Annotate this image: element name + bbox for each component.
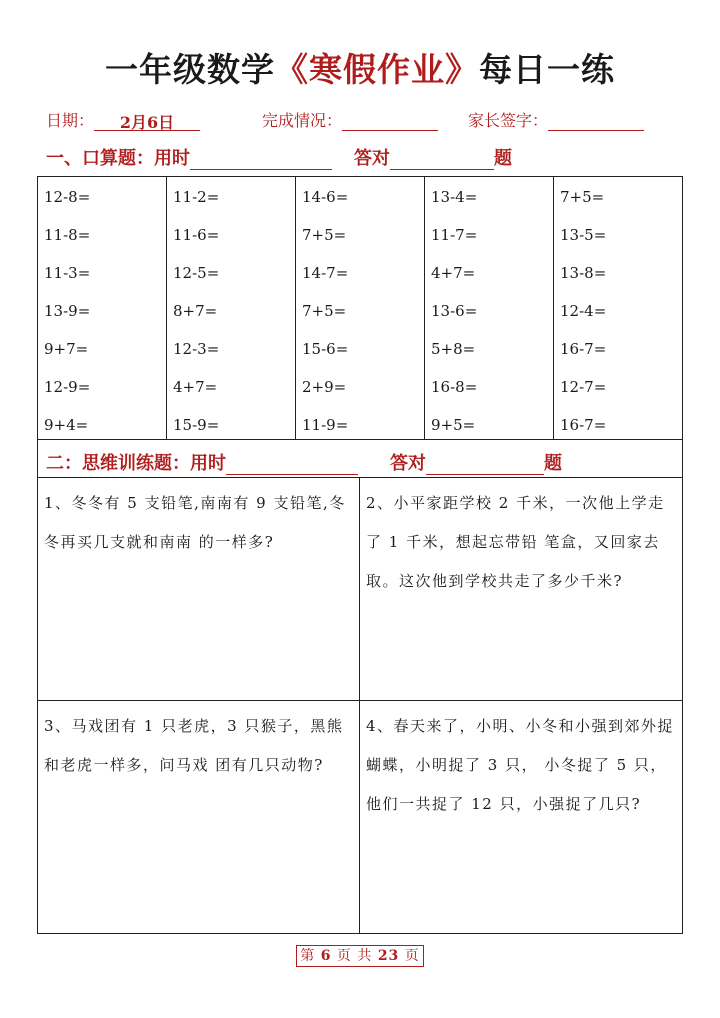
page-suffix: 页 bbox=[404, 948, 420, 964]
page-mid: 页 共 bbox=[336, 948, 373, 964]
calc-item: 11-3= bbox=[44, 264, 91, 282]
calc-item: 9+5= bbox=[431, 416, 476, 434]
question-4: 4、春天来了，小明、小冬和小强到郊外捉蝴蝶，小明捉了 3 只， 小冬捉了 5 只，他们一共捉了 12 只，小强捉了几只? bbox=[366, 717, 675, 813]
status-blank[interactable] bbox=[342, 110, 438, 131]
calc-item: 13-8= bbox=[560, 264, 607, 282]
signature-field bbox=[468, 108, 644, 131]
calc-column-3 bbox=[296, 177, 425, 439]
signature-label: 家长签字： bbox=[468, 111, 549, 130]
date-label: 日期： bbox=[46, 111, 95, 130]
calc-item: 11-2= bbox=[173, 188, 220, 206]
calc-item: 5+8= bbox=[431, 340, 476, 358]
section1-correct-blank[interactable] bbox=[390, 149, 494, 170]
date-field bbox=[46, 108, 200, 131]
section2-heading bbox=[46, 449, 562, 475]
section1-correct-label: 答对 bbox=[354, 148, 390, 169]
calc-column-4 bbox=[425, 177, 554, 439]
total-pages: 23 bbox=[377, 948, 400, 964]
page-footer bbox=[0, 945, 720, 967]
section2-unit: 题 bbox=[544, 453, 562, 474]
calc-item: 15-6= bbox=[302, 340, 349, 358]
calc-item: 12-3= bbox=[173, 340, 220, 358]
question-3: 3、马戏团有 1 只老虎，3 只猴子，黑熊和老虎一样多，问马戏 团有几只动物? bbox=[44, 717, 344, 774]
page-prefix: 第 bbox=[300, 948, 316, 964]
calc-item: 13-6= bbox=[431, 302, 478, 320]
thinking-problems-box bbox=[37, 440, 683, 934]
calc-item: 8+7= bbox=[173, 302, 218, 320]
section2-time-blank[interactable] bbox=[226, 454, 358, 475]
calc-item: 12-5= bbox=[173, 264, 220, 282]
calc-item: 7+5= bbox=[560, 188, 605, 206]
calc-item: 4+7= bbox=[431, 264, 476, 282]
section2-title: 二：思维训练题：用时 bbox=[46, 453, 226, 474]
question-1: 1、冬冬有 5 支铅笔,南南有 9 支铅笔,冬冬再买几支就和南南 的一样多? bbox=[44, 494, 346, 551]
signature-blank[interactable] bbox=[548, 110, 644, 131]
calc-item: 11-8= bbox=[44, 226, 91, 244]
page-number-box bbox=[296, 945, 424, 967]
calc-item: 12-7= bbox=[560, 378, 607, 396]
section2-correct-label: 答对 bbox=[390, 453, 426, 474]
calc-item: 13-5= bbox=[560, 226, 607, 244]
title-part-homework: 《寒假作业》 bbox=[275, 50, 479, 89]
section1-time-blank[interactable] bbox=[190, 149, 332, 170]
page-title bbox=[0, 44, 720, 91]
calc-item: 9+4= bbox=[44, 416, 89, 434]
section1-unit: 题 bbox=[494, 148, 512, 169]
calc-column-2 bbox=[167, 177, 296, 439]
calc-item: 12-8= bbox=[44, 188, 91, 206]
calc-item: 16-8= bbox=[431, 378, 478, 396]
info-row bbox=[46, 108, 686, 132]
calc-item: 16-7= bbox=[560, 416, 607, 434]
status-field bbox=[262, 108, 438, 131]
date-value[interactable]: 2月6日 bbox=[94, 110, 200, 131]
calc-item: 12-4= bbox=[560, 302, 607, 320]
calc-item: 2+9= bbox=[302, 378, 347, 396]
calc-item: 11-7= bbox=[431, 226, 478, 244]
calc-item: 4+7= bbox=[173, 378, 218, 396]
calc-column-1 bbox=[38, 177, 167, 439]
calc-item: 11-6= bbox=[173, 226, 220, 244]
mental-math-table bbox=[37, 176, 683, 440]
calc-column-5 bbox=[554, 177, 682, 439]
calc-item: 15-9= bbox=[173, 416, 220, 434]
calc-item: 13-4= bbox=[431, 188, 478, 206]
calc-item: 13-9= bbox=[44, 302, 91, 320]
title-part-daily: 每日一练 bbox=[479, 50, 615, 89]
title-part-grade: 一年级数学 bbox=[105, 50, 275, 89]
calc-item: 12-9= bbox=[44, 378, 91, 396]
calc-item: 14-6= bbox=[302, 188, 349, 206]
section2-correct-blank[interactable] bbox=[426, 454, 544, 475]
section1-title: 一、口算题：用时 bbox=[46, 148, 190, 169]
question-2: 2、小平家距学校 2 千米，一次他上学走了 1 千米，想起忘带铅 笔盒，又回家去取。这次他到学校共走了多少千米? bbox=[366, 494, 665, 590]
calc-item: 14-7= bbox=[302, 264, 349, 282]
calc-item: 9+7= bbox=[44, 340, 89, 358]
current-page: 6 bbox=[320, 948, 332, 964]
calc-item: 7+5= bbox=[302, 302, 347, 320]
calc-item: 7+5= bbox=[302, 226, 347, 244]
status-label: 完成情况： bbox=[262, 111, 343, 130]
calc-item: 16-7= bbox=[560, 340, 607, 358]
section1-heading bbox=[46, 144, 512, 170]
calc-item: 11-9= bbox=[302, 416, 349, 434]
